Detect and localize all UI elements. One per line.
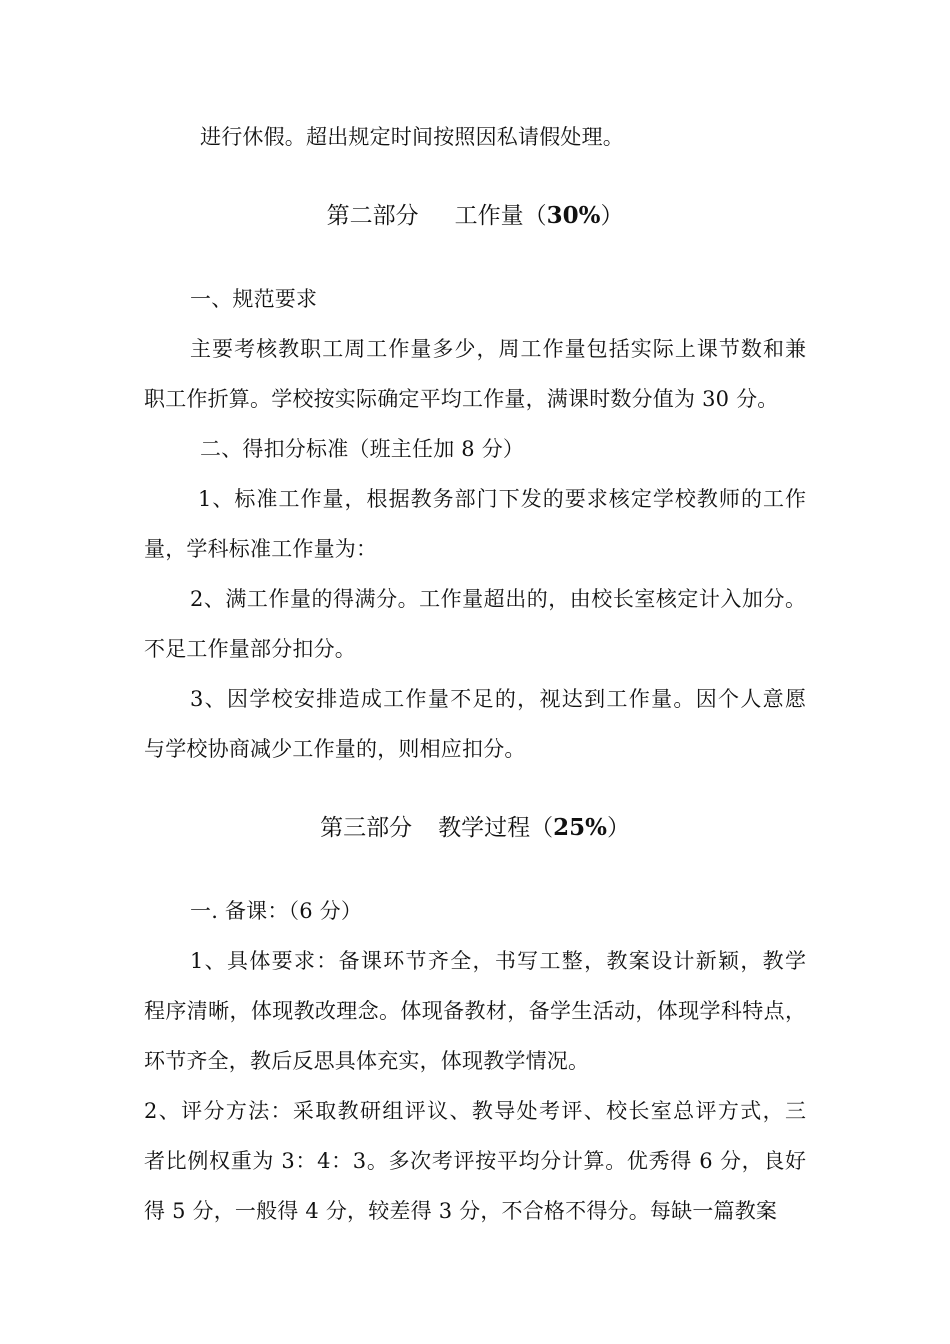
part2-title-percent: 30% <box>546 202 601 229</box>
part3-sec1-heading: 一. 备课：（6 分） <box>190 899 363 923</box>
part2-item2-line: 不足工作量部分扣分。 <box>144 637 356 661</box>
part2-item2-line: 2、满工作量的得满分。工作量超出的，由校长室核定计入加分。 <box>190 587 806 611</box>
part3-req-line: 环节齐全，教后反思具体充实，体现教学情况。 <box>144 1049 590 1073</box>
part3-title-name: 教学过程（ <box>438 815 554 841</box>
part2-item1-line: 1、标准工作量，根据教务部门下发的要求核定学校教师的工作 <box>198 487 806 511</box>
part3-method-line: 2、评分方法：采取教研组评议、教导处考评、校长室总评方式，三 <box>144 1099 806 1123</box>
part3-title-close: ） <box>606 815 630 841</box>
part2-sec2-heading: 二、得扣分标准（班主任加 8 分） <box>200 437 525 461</box>
part3-title <box>0 812 950 844</box>
part2-item1-line: 量，学科标准工作量为： <box>144 537 378 561</box>
part2-item3-line: 3、因学校安排造成工作量不足的，视达到工作量。因个人意愿 <box>190 687 806 711</box>
part3-req-line: 程序清晰，体现教改理念。体现备教材，备学生活动，体现学科特点， <box>144 999 806 1023</box>
part2-sec1-para-line: 主要考核教职工周工作量多少，周工作量包括实际上课节数和兼 <box>190 337 806 361</box>
part2-title-part: 第二部分 <box>326 203 419 229</box>
part2-title-close: ） <box>600 203 624 229</box>
part2-sec1-para-line: 职工作折算。学校按实际确定平均工作量，满课时数分值为 30 分。 <box>144 387 779 411</box>
continuation-line: 进行休假。超出规定时间按照因私请假处理。 <box>200 125 624 149</box>
part2-title-name: 工作量（ <box>454 203 547 229</box>
part3-method-line: 得 5 分，一般得 4 分，较差得 3 分，不合格不得分。每缺一篇教案 <box>144 1199 778 1223</box>
part2-sec1-heading: 一、规范要求 <box>190 287 318 311</box>
part3-method-line: 者比例权重为 3：4：3。多次考评按平均分计算。优秀得 6 分，良好 <box>144 1149 806 1173</box>
part3-title-part: 第三部分 <box>320 815 413 841</box>
part3-req-line: 1、具体要求：备课环节齐全，书写工整，教案设计新颖，教学 <box>190 949 806 973</box>
part2-title <box>0 200 950 232</box>
part3-title-percent: 25% <box>553 814 607 841</box>
part2-item3-line: 与学校协商减少工作量的，则相应扣分。 <box>144 737 526 761</box>
